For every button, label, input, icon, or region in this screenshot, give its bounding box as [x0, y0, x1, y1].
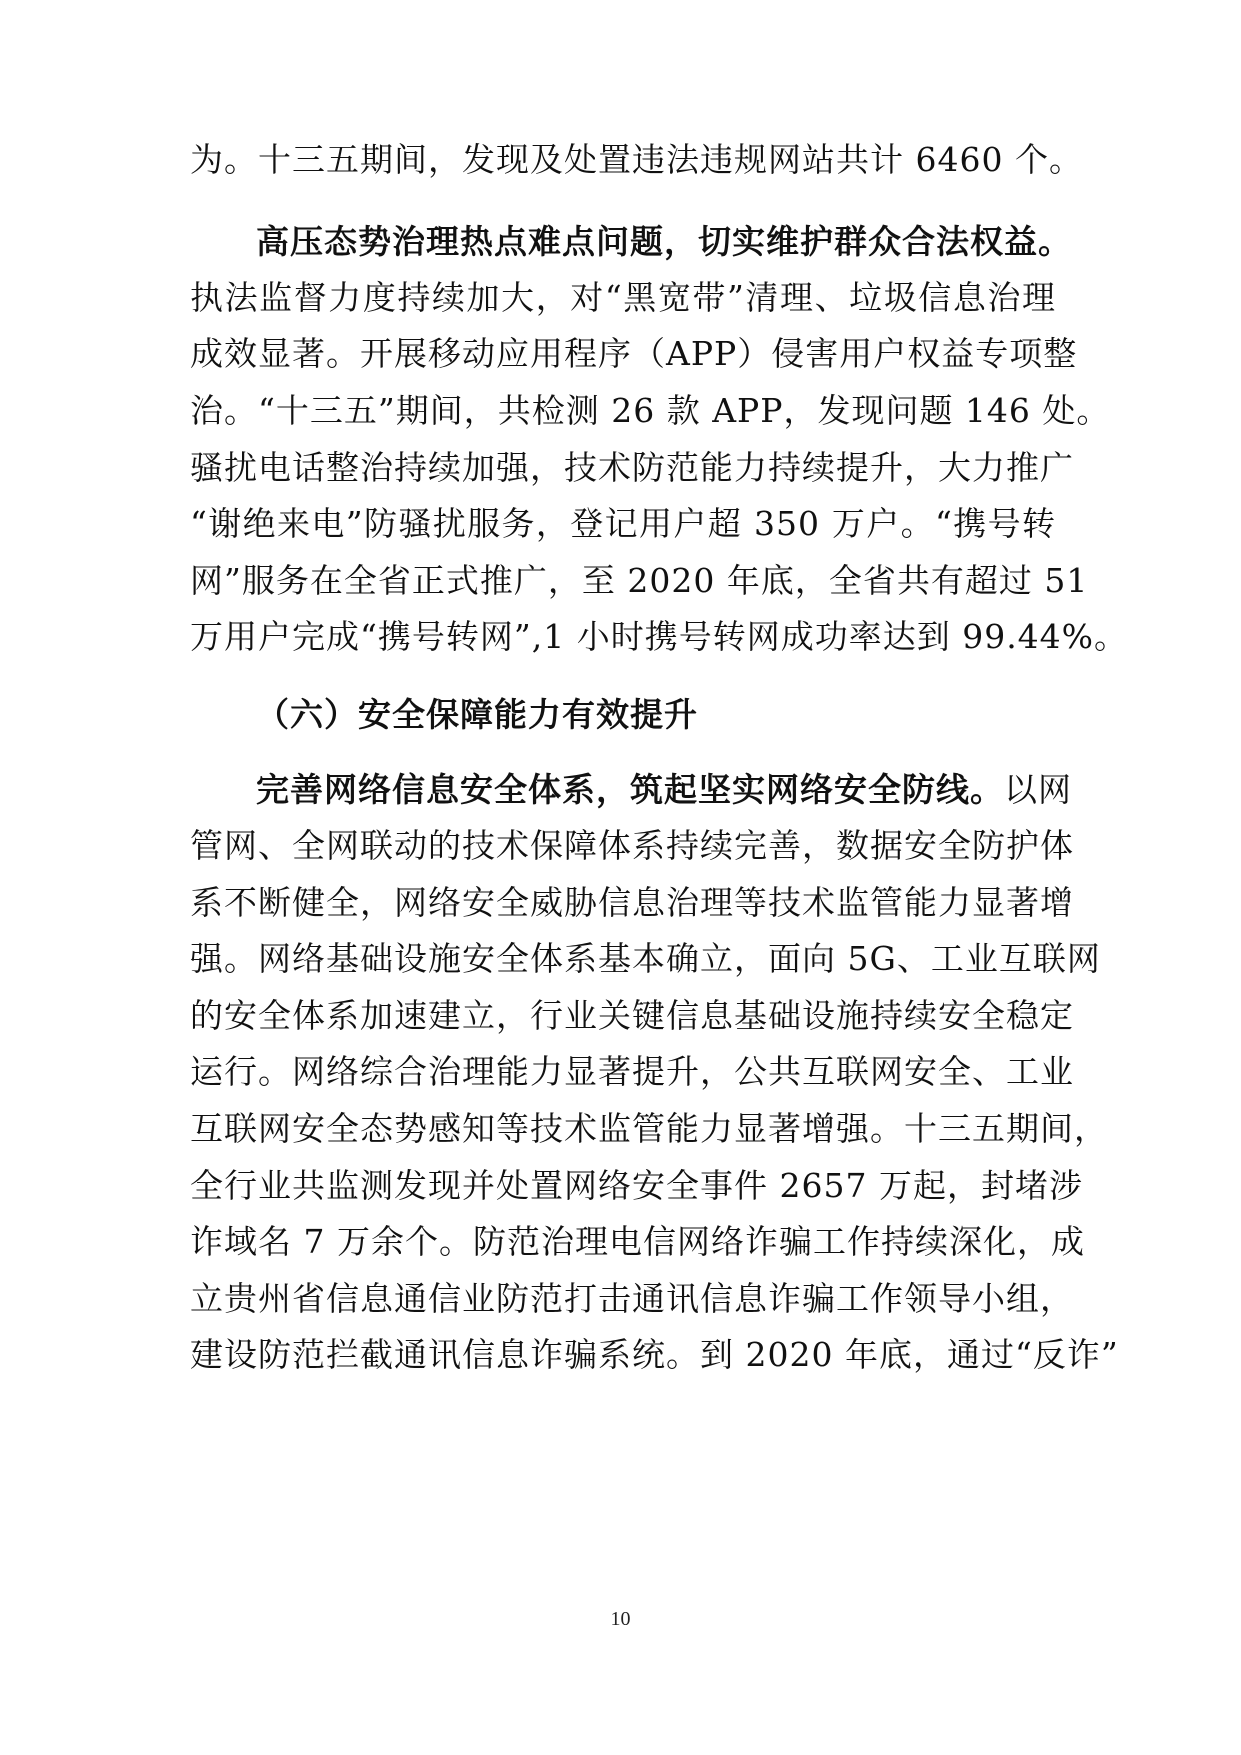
text-line: 建设防范拦截通讯信息诈骗系统。到 2020 年底，通过“反诈”: [190, 1335, 1119, 1374]
text-line: 为。十三五期间，发现及处置违法违规网站共计 6460 个。: [190, 140, 1083, 179]
text-line: 诈域名 7 万余个。防范治理电信网络诈骗工作持续深化，成: [190, 1222, 1085, 1261]
text-line: 成效显著。开展移动应用程序（APP）侵害用户权益专项整: [190, 334, 1078, 373]
section-heading: （六）安全保障能力有效提升: [256, 695, 698, 734]
text-line: 执法监督力度持续加大，对“黑宽带”清理、垃圾信息治理: [190, 278, 1056, 317]
text-line: 网”服务在全省正式推广，至 2020 年底，全省共有超过 51: [190, 561, 1089, 600]
text-line: 治。“十三五”期间，共检测 26 款 APP，发现问题 146 处。: [190, 391, 1111, 430]
bold-lead-sentence: 完善网络信息安全体系，筑起坚实网络安全防线。: [256, 770, 1004, 809]
text-line: 运行。网络综合治理能力显著提升，公共互联网安全、工业: [190, 1052, 1074, 1091]
lead-continuation: 以网: [1004, 770, 1072, 809]
paragraph-first-line: [256, 767, 1072, 813]
text-line: 万用户完成“携号转网”,1 小时携号转网成功率达到 99.44%。: [190, 617, 1129, 656]
text-line: “谢绝来电”防骚扰服务，登记用户超 350 万户。“携号转: [190, 504, 1056, 543]
text-line: 管网、全网联动的技术保障体系持续完善，数据安全防护体: [190, 826, 1074, 865]
page-number: 10: [610, 1608, 631, 1630]
text-line: 立贵州省信息通信业防范打击通讯信息诈骗工作领导小组，: [190, 1279, 1074, 1318]
text-line: 系不断健全，网络安全威胁信息治理等技术监管能力显著增: [190, 883, 1074, 922]
text-line: 互联网安全态势感知等技术监管能力显著增强。十三五期间，: [190, 1109, 1108, 1148]
text-line: 全行业共监测发现并处置网络安全事件 2657 万起，封堵涉: [190, 1166, 1083, 1205]
text-line: 骚扰电话整治持续加强，技术防范能力持续提升，大力推广: [190, 448, 1074, 487]
bold-heading-line: 高压态势治理热点难点问题，切实维护群众合法权益。: [256, 222, 1072, 261]
text-line: 的安全体系加速建立，行业关键信息基础设施持续安全稳定: [190, 996, 1074, 1035]
text-line: 强。网络基础设施安全体系基本确立，面向 5G、工业互联网: [190, 939, 1101, 978]
